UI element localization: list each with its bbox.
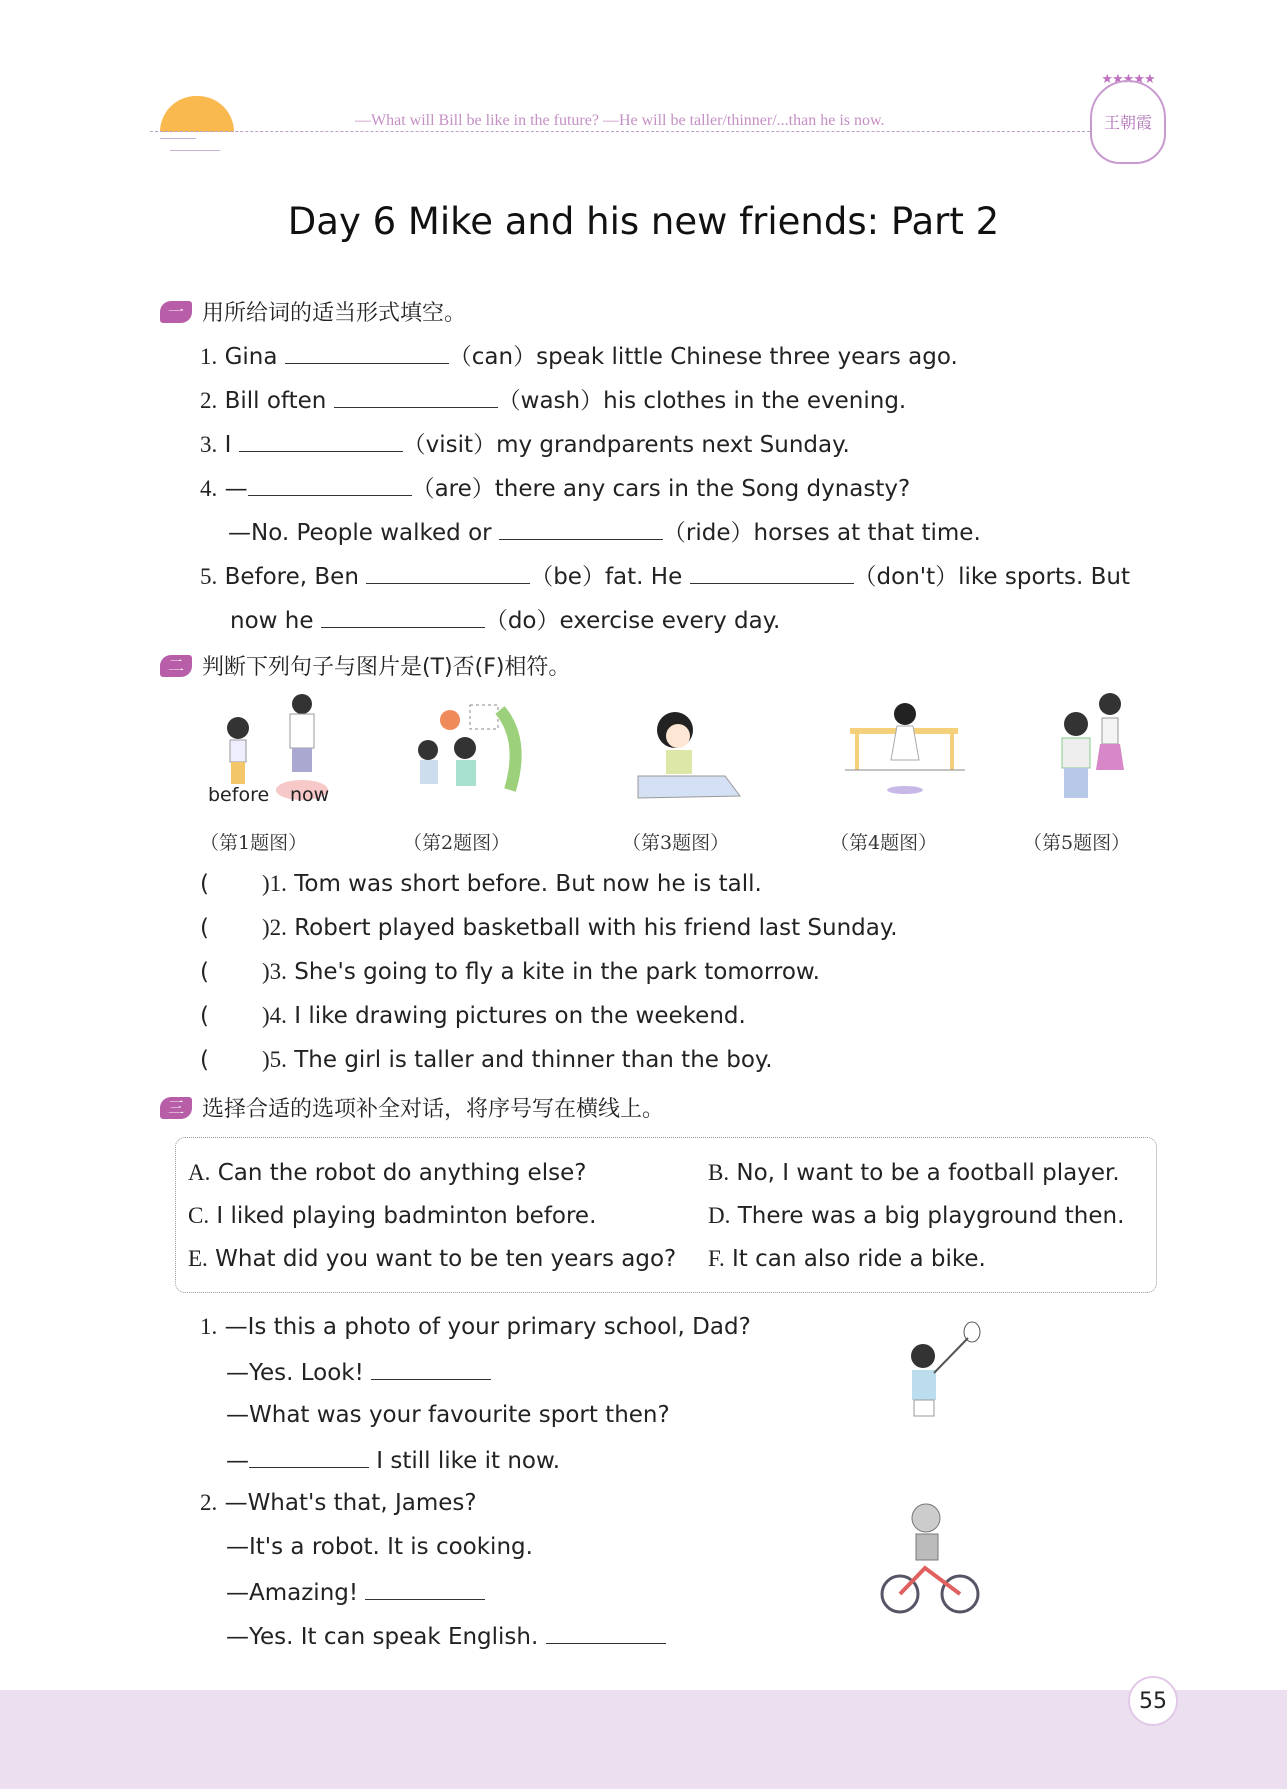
header-divider <box>150 131 1090 132</box>
option-letter: C. <box>188 1203 210 1228</box>
option-e <box>188 1246 676 1272</box>
option-text: It can also ride a bike. <box>732 1246 986 1272</box>
dialogue-text: —What's that, James? <box>224 1490 477 1516</box>
dialogue-text: —What was your favourite sport then? <box>226 1402 670 1428</box>
exercise-item <box>200 426 850 459</box>
item-text: （wash）his clothes in the evening. <box>497 388 907 414</box>
item-text: — <box>224 476 248 502</box>
dialogue-line <box>200 1490 477 1516</box>
item-text: now he <box>230 608 321 634</box>
item-number: )1. <box>262 871 287 896</box>
answer-blank[interactable] <box>546 1622 666 1644</box>
answer-blank[interactable] <box>239 430 403 452</box>
item-text: （are）there any cars in the Song dynasty? <box>411 476 911 502</box>
item-text: （don't）like sports. But <box>853 564 1130 590</box>
dialogue-line <box>226 1534 533 1560</box>
answer-paren[interactable]: ( <box>200 959 209 985</box>
tf-item <box>200 871 762 897</box>
item-number: )5. <box>262 1047 287 1072</box>
option-d <box>708 1203 1124 1229</box>
section-instruction: 判断下列句子与图片是(T)否(F)相符。 <box>202 655 571 680</box>
exercise-item <box>200 382 906 415</box>
item-text: Gina <box>224 344 285 370</box>
exercise-item <box>228 514 981 547</box>
section-badge: 二 <box>160 655 192 677</box>
picture-caption: （第2题图） <box>403 832 511 854</box>
item-number: 5. <box>200 564 218 589</box>
option-b <box>708 1160 1120 1186</box>
option-letter: A. <box>188 1160 211 1185</box>
answer-blank[interactable] <box>365 1578 485 1600</box>
picture-girl-ballet <box>845 690 965 810</box>
item-number: )3. <box>262 959 287 984</box>
picture-caption: （第3题图） <box>622 832 730 854</box>
answer-blank[interactable] <box>690 562 854 584</box>
section-instruction: 用所给词的适当形式填空。 <box>202 301 467 326</box>
dialogue-text: —Yes. It can speak English. <box>226 1624 546 1650</box>
option-letter: B. <box>708 1160 730 1185</box>
item-number: )4. <box>262 1003 287 1028</box>
item-text: I like drawing pictures on the weekend. <box>294 1003 746 1029</box>
page-title: Day 6 Mike and his new friends: Part 2 <box>287 200 1000 243</box>
option-c <box>188 1203 596 1229</box>
header-motto: —What will Bill be like in the future? —He will be taller/thinner/...than he is now. <box>355 112 885 129</box>
exercise-item <box>230 602 780 635</box>
dialogue-line <box>200 1314 751 1340</box>
dialogue-line <box>226 1358 491 1386</box>
dialogue-text: —Is this a photo of your primary school, Dad? <box>224 1314 751 1340</box>
decor-line <box>160 138 196 139</box>
option-letter: D. <box>708 1203 731 1228</box>
option-text: I liked playing badminton before. <box>216 1203 597 1229</box>
answer-blank[interactable] <box>285 342 449 364</box>
option-letter: E. <box>188 1246 208 1271</box>
picture-caption: （第1题图） <box>200 832 308 854</box>
sun-decoration <box>160 96 234 132</box>
item-text: （be）fat. He <box>530 564 690 590</box>
item-number: 2. <box>200 388 218 413</box>
answer-blank[interactable] <box>249 1446 369 1468</box>
stars-icon: ★★★★★ <box>1101 72 1155 87</box>
picture-caption: （第4题图） <box>830 832 938 854</box>
item-number: 1. <box>200 344 218 369</box>
option-text: Can the robot do anything else? <box>217 1160 587 1186</box>
item-text: Tom was short before. But now he is tall. <box>294 871 762 897</box>
footer-band <box>0 1690 1287 1789</box>
option-text: No, I want to be a football player. <box>736 1160 1120 1186</box>
item-text: （visit）my grandparents next Sunday. <box>402 432 850 458</box>
answer-blank[interactable] <box>499 518 663 540</box>
item-text: （ride）horses at that time. <box>662 520 981 546</box>
option-text: What did you want to be ten years ago? <box>215 1246 677 1272</box>
option-text: There was a big playground then. <box>737 1203 1125 1229</box>
item-text: Robert played basketball with his friend last Sunday. <box>294 915 898 941</box>
answer-blank[interactable] <box>334 386 498 408</box>
dialogue-text: — <box>226 1448 249 1474</box>
exercise-item <box>200 338 958 371</box>
label-before: before <box>208 784 270 806</box>
item-number: )2. <box>262 915 287 940</box>
picture-robot-bike <box>880 1496 980 1626</box>
answer-blank[interactable] <box>321 606 485 628</box>
picture-badminton-boy <box>868 1318 988 1468</box>
dialogue-line <box>226 1446 560 1474</box>
option-a <box>188 1160 586 1186</box>
dialogue-text: I still like it now. <box>369 1448 561 1474</box>
item-number: 3. <box>200 432 218 457</box>
tf-item <box>200 1003 746 1029</box>
dialogue-line <box>226 1578 485 1606</box>
section1-header <box>160 296 466 327</box>
item-text: （do）exercise every day. <box>484 608 781 634</box>
picture-basketball <box>400 690 540 810</box>
picture-caption: （第5题图） <box>1023 832 1131 854</box>
option-letter: F. <box>708 1246 725 1271</box>
item-number: 4. <box>200 476 218 501</box>
dialogue-text: —Amazing! <box>226 1580 366 1606</box>
answer-blank[interactable] <box>366 562 530 584</box>
brand-seal-logo: 王朝霞 <box>1090 80 1166 164</box>
page-number: 55 <box>1128 1676 1178 1726</box>
item-number: 1. <box>200 1314 218 1339</box>
tf-item <box>200 915 898 941</box>
exercise-item <box>200 558 1130 591</box>
item-text: The girl is taller and thinner than the boy. <box>294 1047 773 1073</box>
answer-paren[interactable]: ( <box>200 871 209 897</box>
section-badge: 三 <box>160 1097 192 1119</box>
section-instruction: 选择合适的选项补全对话，将序号写在横线上。 <box>202 1097 665 1122</box>
answer-paren[interactable]: ( <box>200 915 209 941</box>
picture-girl-drawing <box>630 690 750 810</box>
answer-blank[interactable] <box>371 1358 491 1380</box>
dialogue-line <box>226 1402 670 1428</box>
exercise-item <box>200 470 910 503</box>
label-now: now <box>290 784 330 806</box>
section2-header <box>160 650 570 681</box>
item-text: I <box>224 432 239 458</box>
item-number: 2. <box>200 1490 218 1515</box>
item-text: Bill often <box>224 388 334 414</box>
dialogue-text: —Yes. Look! <box>226 1360 372 1386</box>
item-text: （can）speak little Chinese three years ago. <box>448 344 958 370</box>
item-text: —No. People walked or <box>228 520 499 546</box>
section-badge: 一 <box>160 301 192 323</box>
item-text: Before, Ben <box>224 564 367 590</box>
tf-item <box>200 959 820 985</box>
answer-paren[interactable]: ( <box>200 1047 209 1073</box>
dialogue-text: —It's a robot. It is cooking. <box>226 1534 533 1560</box>
section3-header <box>160 1092 664 1123</box>
answer-blank[interactable] <box>248 474 412 496</box>
item-text: She's going to fly a kite in the park tomorrow. <box>294 959 820 985</box>
picture-boy-and-girl <box>1040 690 1140 810</box>
answer-paren[interactable]: ( <box>200 1003 209 1029</box>
tf-item <box>200 1047 773 1073</box>
dialogue-line <box>226 1622 666 1650</box>
decor-line <box>170 150 220 151</box>
option-f <box>708 1246 986 1272</box>
